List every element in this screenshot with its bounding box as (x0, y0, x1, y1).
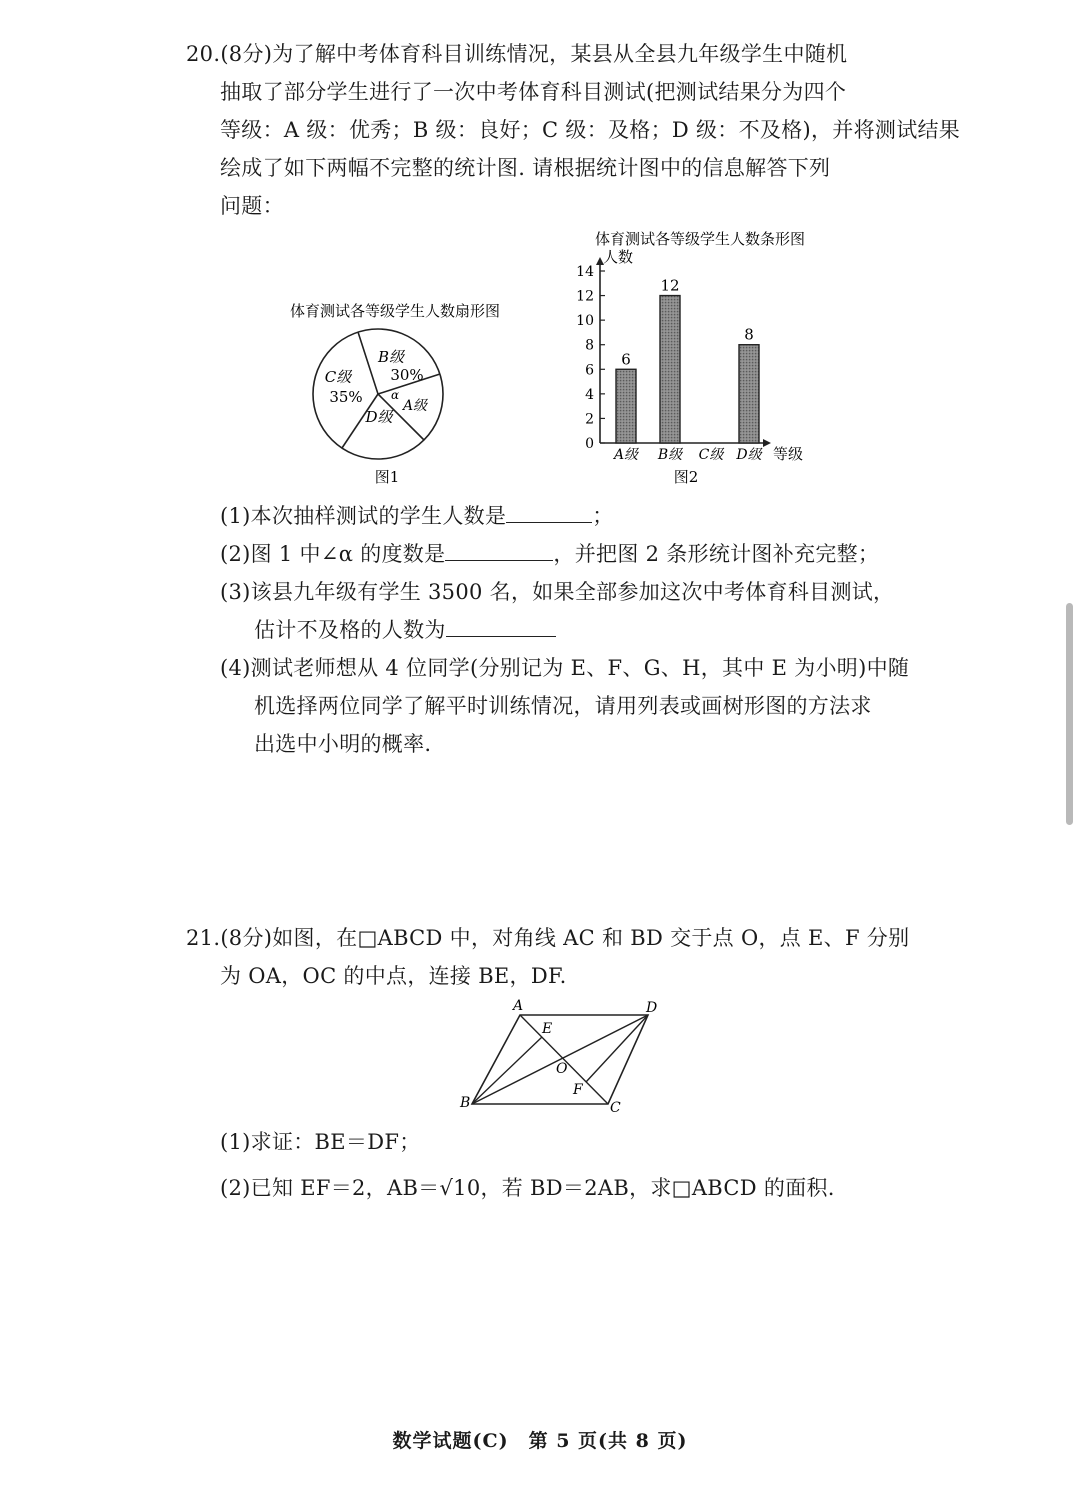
bar-chart-x-arrow (763, 439, 771, 447)
q20-sub1-suffix: ； (592, 504, 614, 528)
point-label-f: F (573, 1082, 583, 1098)
bar-chart-y-tick-label: 14 (576, 264, 594, 280)
q21-line-1 (186, 922, 909, 952)
point-label-o: O (556, 1061, 568, 1077)
q20-stem-2: 抽取了部分学生进行了一次中考体育科目测试(把测试结果分为四个 (220, 80, 847, 104)
pie-label-d: D级 (365, 408, 393, 426)
q20-sub2-text: (2)图 1 中∠α 的度数是 (220, 542, 446, 566)
bar-chart-bar-4 (739, 345, 759, 443)
bar-chart-data-label: 8 (744, 325, 754, 344)
q21-number: 21. (186, 926, 221, 950)
segment-be (472, 1037, 542, 1104)
q21-sub2: (2)已知 EF＝2，AB＝√10，若 BD＝2AB，求□ABCD 的面积. (220, 1176, 835, 1200)
bar-chart-y-tick-label: 12 (576, 288, 594, 305)
bar-chart-x-tick-label: C级 (698, 447, 724, 463)
q20-number: 20. (186, 42, 221, 66)
point-label-d: D (646, 1000, 658, 1016)
q20-sub2 (220, 538, 879, 568)
q20-sub3-blank[interactable] (446, 616, 556, 637)
pie-label-c: C级 (324, 368, 352, 386)
bar-chart-x-tick-label: A级 (613, 447, 639, 463)
q20-sub4-line1: (4)测试老师想从 4 位同学(分别记为 E、F、G、H，其中 E 为小明)中随 (220, 656, 910, 680)
bar-chart-y-tick-label: 2 (585, 411, 594, 428)
q21-stem-2: 为 OA，OC 的中点，连接 BE，DF. (220, 964, 567, 988)
q20-stem-1: (8分)为了解中考体育科目训练情况，某县从全县九年级学生中随机 (220, 42, 848, 66)
segment-df (586, 1015, 648, 1082)
q20-sub1-text: (1)本次抽样测试的学生人数是 (220, 504, 507, 528)
parallelogram-figure (452, 996, 672, 1116)
pie-label-a: A级 (402, 398, 428, 414)
q20-stem-3: 等级：A 级：优秀；B 级：良好；C 级：及格；D 级：不及格)，并将测试结果 (220, 118, 961, 142)
q20-sub4-line2: 机选择两位同学了解平时训练情况，请用列表或画树形图的方法求 (254, 694, 872, 718)
bar-chart-y-label: 人数 (603, 248, 634, 266)
bar-chart (560, 224, 830, 490)
q20-line-1 (186, 38, 847, 68)
point-label-c: C (610, 1100, 621, 1116)
diagonal-ac (520, 1015, 608, 1104)
q20-stem-5: 问题： (220, 194, 284, 218)
pie-figure (262, 296, 532, 490)
bar-chart-x-tick-label: B级 (657, 447, 683, 463)
q20-sub2-blank[interactable] (445, 540, 553, 561)
bar-chart-x-tick-label: D级 (736, 447, 762, 463)
q20-sub3-line2 (254, 614, 556, 644)
page-footer: 数学试题(C) 第 5 页(共 8 页) (392, 1430, 688, 1452)
bar-chart-title: 体育测试各等级学生人数条形图 (594, 230, 806, 248)
point-label-a: A (513, 998, 524, 1014)
q20-sub3-line1: (3)该县九年级有学生 3500 名，如果全部参加这次中考体育科目测试， (220, 580, 895, 604)
bar-chart-bar-1 (616, 369, 636, 443)
q20-stem-4: 绘成了如下两幅不完整的统计图. 请根据统计图中的信息解答下列 (220, 156, 831, 180)
q21-stem-1: (8分)如图，在□ABCD 中，对角线 AC 和 BD 交于点 O，点 E、F 分别 (220, 926, 910, 950)
bar-chart-bar-2 (660, 296, 680, 443)
bar-chart-y-tick-label: 8 (585, 337, 594, 354)
bar-chart-data-label: 12 (660, 276, 680, 295)
pie-label-alpha: α (390, 388, 400, 402)
bar-chart-y-tick-label: 6 (585, 362, 594, 379)
bar-chart-y-tick-label: 0 (585, 436, 594, 452)
pie-label-b: B级 (377, 348, 405, 366)
bar-chart-data-label: 6 (621, 350, 631, 369)
diagonal-bd (472, 1015, 648, 1104)
point-label-e: E (542, 1021, 553, 1037)
q21-sub1: (1)求证：BE＝DF； (220, 1130, 421, 1154)
bar-chart-caption: 图2 (673, 468, 699, 486)
q20-sub1 (220, 500, 614, 530)
pie-caption: 图1 (374, 468, 400, 486)
bar-chart-x-label: 等级 (773, 445, 804, 463)
point-label-b: B (460, 1095, 471, 1111)
q20-sub1-blank[interactable] (506, 502, 592, 523)
pie-label-b-pct: 30% (390, 366, 424, 384)
vertical-scrollbar[interactable] (1066, 603, 1073, 825)
pie-label-c-pct: 35% (329, 388, 363, 406)
pie-title: 体育测试各等级学生人数扇形图 (289, 302, 501, 320)
q20-sub3-text: 估计不及格的人数为 (254, 618, 446, 642)
q20-sub4-line3: 出选中小明的概率. (254, 732, 432, 756)
bar-chart-y-tick-label: 10 (576, 313, 594, 330)
bar-chart-y-tick-label: 4 (585, 386, 594, 403)
q20-sub2-suffix: ，并把图 2 条形统计图补充完整； (553, 542, 880, 566)
